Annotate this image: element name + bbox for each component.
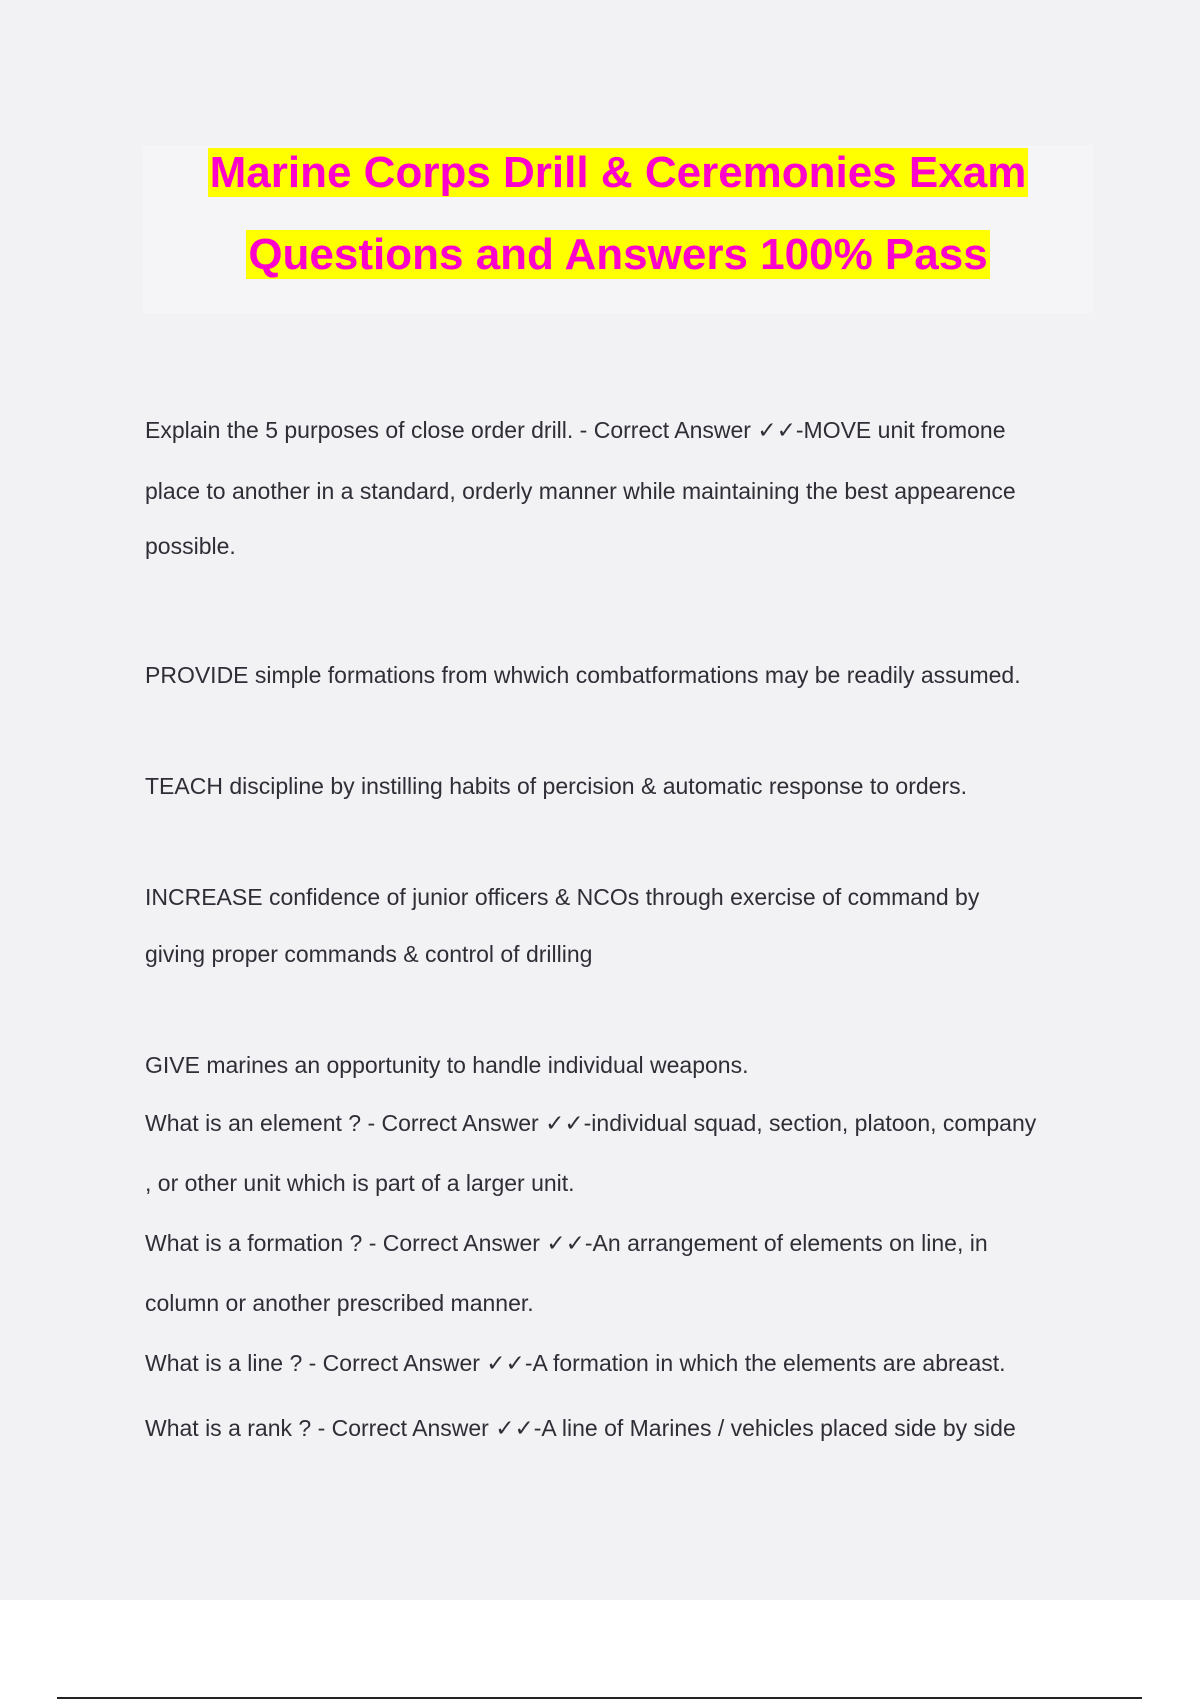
formation-question-line-2: column or another prescribed manner. <box>145 1290 534 1316</box>
q1-text-line-2: place to another in a standard, orderly manner while maintaining the best appearence <box>145 478 1016 504</box>
line-question: What is a line ? - Correct Answer ✓✓-A formation in which the elements are abreast. <box>145 1350 1006 1376</box>
increase-paragraph-line-2: giving proper commands & control of drilling <box>145 941 593 967</box>
give-paragraph: GIVE marines an opportunity to handle individual weapons. <box>145 1052 749 1078</box>
increase-paragraph-line-1: INCREASE confidence of junior officers & NCOs through exercise of command by <box>145 884 980 910</box>
document-title-line-2: Questions and Answers 100% Pass <box>248 230 988 279</box>
q1-text-line-1: Explain the 5 purposes of close order drill. - Correct Answer ✓✓-MOVE unit fromone <box>145 417 1006 443</box>
teach-paragraph: TEACH discipline by instilling habits of percision & automatic response to orders. <box>145 773 967 799</box>
element-question-line-2: , or other unit which is part of a larger unit. <box>145 1170 575 1196</box>
document-title-line-1: Marine Corps Drill & Ceremonies Exam <box>209 148 1027 197</box>
rank-question: What is a rank ? - Correct Answer ✓✓-A line of Marines / vehicles placed side by side <box>145 1415 1016 1441</box>
element-question-line-1: What is an element ? - Correct Answer ✓✓-individual squad, section, platoon, company <box>145 1110 1037 1136</box>
footer-rule <box>57 1697 1142 1699</box>
q1-text-line-3: possible. <box>145 533 236 559</box>
provide-paragraph: PROVIDE simple formations from whwich combatformations may be readily assumed. <box>145 662 1021 688</box>
formation-question-line-1: What is a formation ? - Correct Answer ✓✓-An arrangement of elements on line, in <box>145 1230 988 1256</box>
